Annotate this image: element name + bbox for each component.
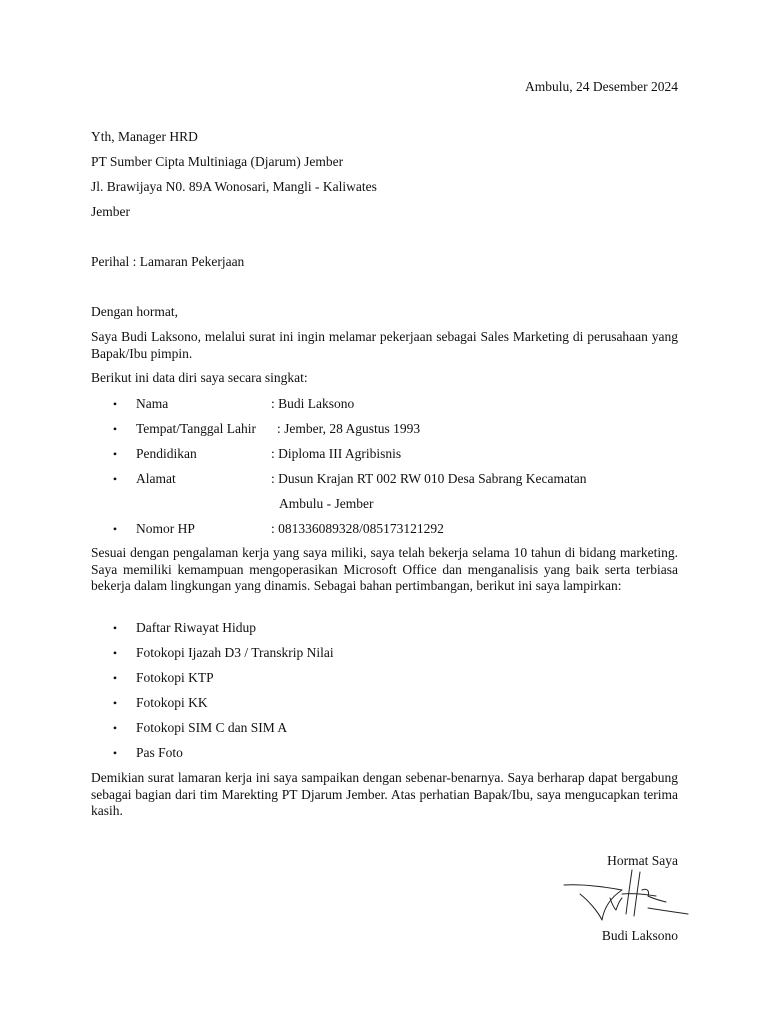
- data-value: : Budi Laksono: [271, 396, 355, 411]
- attachment-label: Pas Foto: [136, 745, 183, 760]
- bullet-icon: •: [112, 721, 118, 735]
- signer-name: Budi Laksono: [601, 928, 678, 943]
- recipient-line-1: Yth, Manager HRD: [91, 129, 198, 144]
- data-value-continued: Ambulu - Jember: [279, 496, 374, 511]
- data-label: Pendidikan: [136, 446, 197, 461]
- recipient-line-2: PT Sumber Cipta Multiniaga (Djarum) Jember: [91, 154, 344, 169]
- place-date: Ambulu, 24 Desember 2024: [525, 79, 678, 94]
- data-value: : Jember, 28 Agustus 1993: [277, 421, 421, 436]
- bullet-icon: •: [112, 696, 118, 710]
- bullet-icon: •: [112, 746, 118, 760]
- bullet-icon: •: [112, 522, 118, 536]
- bullet-icon: •: [112, 621, 118, 635]
- regards: Hormat Saya: [607, 853, 678, 868]
- data-value: : Diploma III Agribisnis: [271, 446, 402, 461]
- data-label: Tempat/Tanggal Lahir: [136, 421, 256, 436]
- data-label: Alamat: [136, 471, 176, 486]
- bullet-icon: •: [112, 472, 118, 486]
- bullet-icon: •: [112, 397, 118, 411]
- recipient-line-3: Jl. Brawijaya N0. 89A Wonosari, Mangli - Kaliwates: [91, 179, 377, 194]
- subject-line: Perihal : Lamaran Pekerjaan: [91, 254, 245, 269]
- bullet-icon: •: [112, 447, 118, 461]
- data-value: : 081336089328/085173121292: [271, 521, 444, 536]
- intro-paragraph: Saya Budi Laksono, melalui surat ini ingin melamar pekerjaan sebagai Sales Marketing di perusahaan yang Bapak/Ibu pimpin.: [91, 329, 678, 361]
- data-intro: Berikut ini data diri saya secara singkat:: [91, 370, 308, 385]
- bullet-icon: •: [112, 671, 118, 685]
- bullet-icon: •: [112, 422, 118, 436]
- attachment-label: Fotokopi KTP: [136, 670, 214, 685]
- closing-paragraph: Demikian surat lamaran kerja ini saya sampaikan dengan sebenar-benarnya. Saya berharap dapat bergabung sebagai bagian dari tim Marekting PT Djarum Jember. Atas perhatian Bapak/Ibu, saya mengucapkan terima kasih.: [91, 770, 678, 818]
- attachment-label: Fotokopi SIM C dan SIM A: [136, 720, 288, 735]
- data-label: Nama: [136, 396, 169, 411]
- recipient-line-4: Jember: [91, 204, 130, 219]
- bullet-icon: •: [112, 646, 118, 660]
- data-value: : Dusun Krajan RT 002 RW 010 Desa Sabrang Kecamatan: [271, 471, 587, 486]
- experience-paragraph: Sesuai dengan pengalaman kerja yang saya miliki, saya telah bekerja selama 10 tahun di bidang marketing. Saya memiliki kemampuan mengoperasikan Microsoft Office dan menganalisis yang baik serta terbiasa bekerja dalam lingkungan yang dinamis. Sebagai bahan pertimbangan, berikut ini saya lampirkan:: [91, 545, 678, 593]
- attachment-label: Daftar Riwayat Hidup: [136, 620, 256, 635]
- signature: [560, 864, 692, 932]
- data-label: Nomor HP: [136, 521, 195, 536]
- attachment-label: Fotokopi Ijazah D3 / Transkrip Nilai: [136, 645, 334, 660]
- salutation: Dengan hormat,: [91, 304, 178, 319]
- attachment-label: Fotokopi KK: [136, 695, 208, 710]
